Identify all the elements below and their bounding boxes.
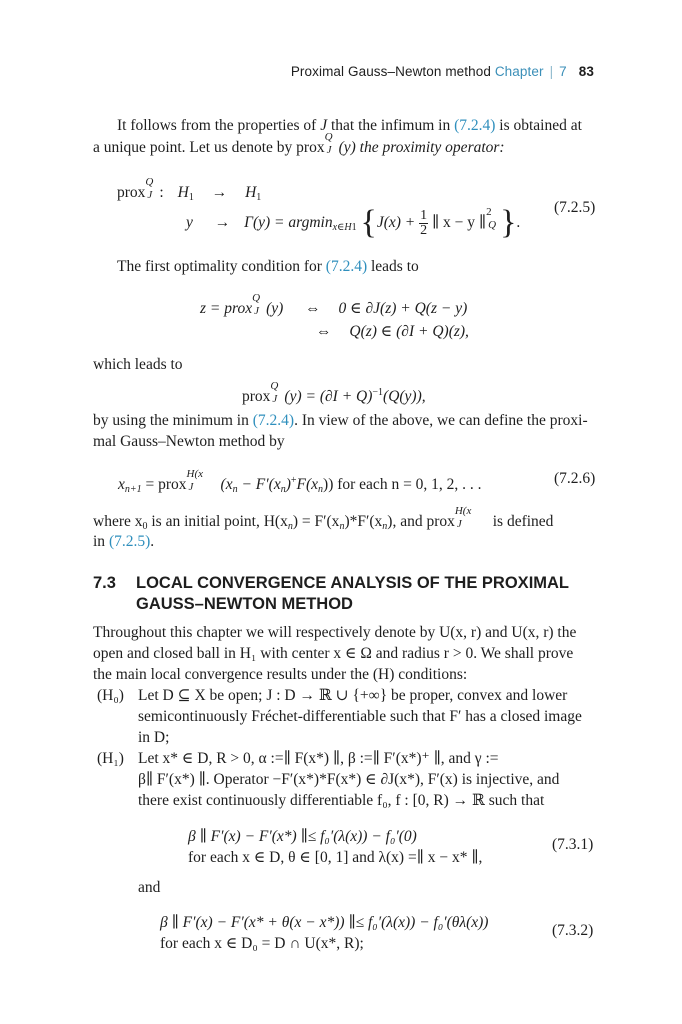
- h0-line3: in D;: [138, 729, 170, 746]
- eq-731-line1: β ∥ F′(x) − F′(x*) ∥≤ f₀′(λ(x)) − f₀′(0): [188, 828, 417, 845]
- running-title: Proximal Gauss–Newton method: [290, 64, 491, 79]
- para6-line1: Throughout this chapter we will respectively denote by U(x, r) and U(x, r) the: [93, 624, 577, 641]
- para5-line1: where $x_0$ is an initial point, $H(x_n) = F'(x_n)*F'(x_n)$, and prox H(x J is defined: [93, 505, 554, 532]
- para3: which leads to: [93, 356, 183, 373]
- eq-number-732: (7.3.2): [552, 922, 594, 939]
- para2: The first optimality condition for (7.2.4) leads to: [117, 258, 419, 275]
- eq-732-line2: for each x ∈ D₀ = D ∩ U(x*, R);: [160, 935, 364, 952]
- chapter-number: 7: [559, 64, 567, 79]
- h1-label: (H₁): [97, 750, 124, 767]
- para6-line3: the main local convergence results under the (H) conditions:: [93, 666, 468, 683]
- eq-731-line2: for each x ∈ D, θ ∈ [0, 1] and λ(x) =∥ x − x* ∥,: [188, 849, 483, 866]
- eq-prox-inverse: prox Q J $(y) = (\partial I + Q)^{-1}(Q(y))$,: [242, 380, 426, 405]
- para4-line2: mal Gauss–Newton method by: [93, 433, 285, 450]
- chapter-label: Chapter: [494, 64, 544, 79]
- h1-line2: β∥ F′(x*) ∥. Operator −F′(x*)*F(x*) ∈ ∂J(x*), F′(x) is injective, and: [138, 771, 560, 788]
- section-number: 7.3: [93, 574, 116, 592]
- h0-label: (H₀): [97, 687, 124, 704]
- and-word: and: [138, 879, 161, 896]
- eq-732-line1: β ∥ F′(x) − F′(x* + θ(x − x*)) ∥≤ f₀′(λ(x)) − f₀′(θλ(x)): [160, 914, 489, 931]
- eq-opt-line1: z = prox Q J (y) ⇔ 0 ∈ ∂J(z) + Q(z − y): [200, 292, 468, 317]
- para5-line2: in (7.2.5).: [93, 533, 155, 550]
- para4-line1: by using the minimum in (7.2.4). In view of the above, we can define the proxi-: [93, 412, 588, 429]
- eq-ref-724[interactable]: (7.2.4): [252, 412, 295, 429]
- para1-line2: a unique point. Let us denote by prox Q J (y) the proximity operator:: [93, 131, 505, 156]
- para1-line1: It follows from the properties of J that the infimum in (7.2.4) is obtained at: [117, 117, 582, 134]
- h0-line2: semicontinuously Fréchet-differentiable such that F′ has a closed image: [138, 708, 582, 725]
- section-title-line1: LOCAL CONVERGENCE ANALYSIS OF THE PROXIMAL: [136, 574, 570, 592]
- page-number: 83: [578, 64, 594, 79]
- eq-number-731: (7.3.1): [552, 836, 594, 853]
- eq-opt-line2: ⇔ Q(z) ∈ (∂I + Q)(z),: [316, 323, 469, 340]
- eq-ref-725[interactable]: (7.2.5): [108, 533, 151, 550]
- eq-ref-724[interactable]: (7.2.4): [454, 117, 496, 134]
- h1-line3: there exist continuously differentiable f₀, f : [0, R) → ℝ such that: [138, 792, 545, 809]
- eq-726: $x_{n+1}$ = prox H(x J $(x_n - F'(x_n)^+F(x_n))$ for each n = 0, 1, 2, . . .: [118, 468, 482, 495]
- para6-line2: open and closed ball in H₁ with center x ∈ Ω and radius r > 0. We shall prove: [93, 645, 574, 662]
- h0-line1: Let D ⊆ X be open; J : D → ℝ ∪ {+∞} be proper, convex and lower: [138, 687, 568, 704]
- eq-number-725: (7.2.5): [554, 199, 596, 216]
- running-header: Proximal Gauss–Newton method Chapter | 7 83: [290, 64, 594, 79]
- eq-725-line2: y → Γ(y) = argmin$_{x\in H1}$ {J(x) + $\frac{1}{2}$ ∥ x − y ∥ 2 Q }.: [186, 204, 521, 241]
- eq-number-726: (7.2.6): [554, 470, 596, 487]
- eq-ref-724[interactable]: (7.2.4): [325, 258, 368, 275]
- h1-line1: Let x* ∈ D, R > 0, α :=∥ F(x*) ∥, β :=∥ F′(x*)⁺ ∥, and γ :=: [138, 750, 499, 767]
- eq-725-line1: prox Q J : $H_1 \to H_1$: [117, 176, 262, 203]
- section-title-line2: GAUSS–NEWTON METHOD: [136, 595, 353, 613]
